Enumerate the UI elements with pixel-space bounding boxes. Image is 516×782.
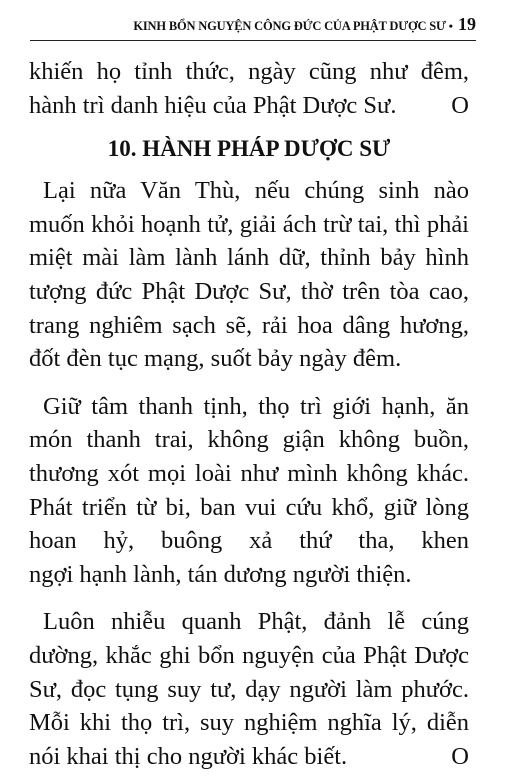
paragraph-3: Luôn nhiễu quanh Phật, đảnh lễ cúng dường, khắc ghi bổn nguyện của Phật Dược Sư, đọc tụng suy tư, dạy người làm phước. Mỗi khi thọ trì, suy nghiệm nghĩa lý, diễn [29, 608, 469, 737]
paragraph-3-end-line [29, 740, 469, 774]
intro-line-2: hành trì danh hiệu của Phật Dược Sư. [29, 91, 397, 119]
section-heading: 10. HÀNH PHÁP DƯỢC SƯ [107, 136, 391, 162]
intro-end-mark: O [451, 91, 469, 119]
page-body [29, 55, 469, 773]
paragraph-3-end-mark: O [451, 742, 469, 770]
paragraph-2-last-line: ngợi hạnh lành, tán dương người thiện. [29, 560, 412, 588]
page-number: 19 [458, 14, 476, 34]
running-header [40, 14, 476, 38]
header-bullet-icon: • [448, 19, 453, 33]
paragraph-1: Lại nữa Văn Thù, nếu chúng sinh nào muốn khỏi hoạnh tử, giải ách trừ tai, thì phải miệt mài làm lành lánh dữ, thỉnh bảy hình tượng đức Phật Dược Sư, thờ trên tòa cao, trang nghiêm sạch sẽ, rải hoa dâng hương, [29, 177, 469, 339]
paragraph-3-last-line: nói khai thị cho người khác biết. [29, 742, 348, 770]
header-rule [30, 40, 476, 41]
intro-end-line [29, 89, 469, 123]
intro-line-1: khiến họ tỉnh thức, ngày cũng như đêm, [29, 58, 469, 85]
paragraph-2: Giữ tâm thanh tịnh, thọ trì giới hạnh, ăn món thanh trai, không giận không buồn, thương xót mọi loài như mình không khác. Phát triển từ bi, ban vui cứu khổ, giữ lòng hoan hỷ, buông xả thứ tha, khen [29, 392, 469, 555]
paragraph-1-last-line: đốt đèn tục mạng, suốt bảy ngày đêm. [29, 345, 402, 373]
running-header-title: KINH BỔN NGUYỆN CÔNG ĐỨC CỦA PHẬT DƯỢC SƯ [133, 19, 446, 33]
